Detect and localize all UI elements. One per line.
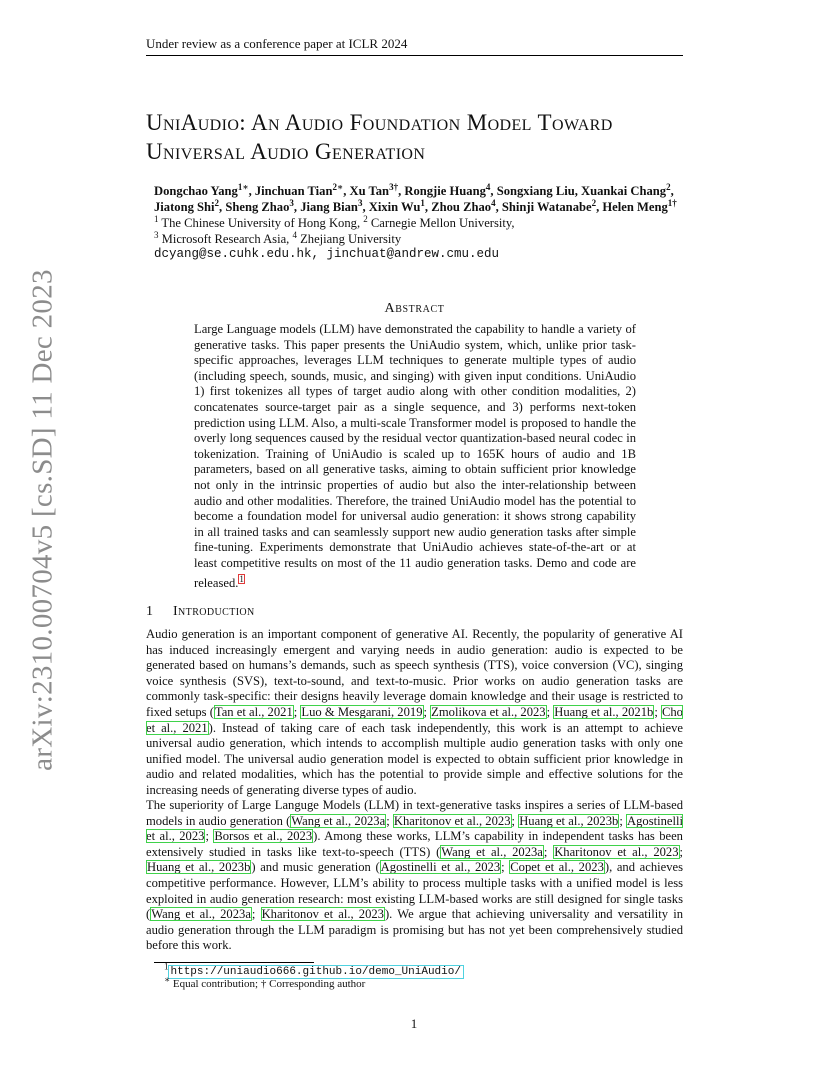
paragraph: The superiority of Large Languge Models (LLM) in text-generative tasks inspires a series of LLM-based models in audio generation (Wang et al., 2023a; Kharitonov et al., 2023; Huang et al., 2023b; Agostinelli et al., 2023; Borsos et al., 2023). Among these works, LLM’s capability in independent tasks has been extensively studied in tasks like text-to-speech (TTS) (Wang et al., 2023a; Kharitonov et al., 2023; Huang et al., 2023b) and music generation (Agostinelli et al., 2023; Copet et al., 2023), and achieves competitive performance. However, LLM’s ability to process multiple tasks with a unified model is less exploited in audio generation research: most existing LLM-based works are still designed for single tasks (Wang et al., 2023a; Kharitonov et al., 2023). We argue that achieving universality and versatility in audio generation through the LLM paradigm is promising but has not yet been comprehensively studied before this work. xyxy=(146,798,684,953)
author: Xixin Wu$^1$, xyxy=(368,197,432,214)
footnote-link[interactable]: 1 xyxy=(239,573,244,584)
affiliation-line-1: $^1$ The Chinese University of Hong Kong, $^2$ Carnegie Mellon University, xyxy=(154,213,515,230)
author: Xu Tan$^{3\dagger}$, xyxy=(349,181,405,198)
demo-url-link[interactable]: https://uniaudio666.github.io/demo_UniAudio/ xyxy=(170,966,461,978)
citation-link[interactable]: Huang et al., 2021b xyxy=(554,704,654,719)
title-line-1: UniAudio: An Audio Foundation Model Toward xyxy=(146,110,613,135)
citation-link[interactable]: Copet et al., 2023 xyxy=(510,860,604,875)
running-header: Under review as a conference paper at ICLR 2024 xyxy=(146,36,408,51)
citation-link[interactable]: Borsos et al., 2023 xyxy=(214,829,313,844)
author-list xyxy=(154,183,714,215)
page-number: 1 xyxy=(410,1016,418,1031)
citation-link[interactable]: Kharitonov et al., 2023 xyxy=(554,844,679,859)
citation-link[interactable]: Kharitonov et al., 2023 xyxy=(393,813,511,828)
citation-link[interactable]: Agostinelli et al., 2023 xyxy=(146,813,684,844)
section-heading xyxy=(146,603,683,621)
author: Songxiang Liu, xyxy=(496,184,582,198)
citation-link[interactable]: Wang et al., 2023a xyxy=(291,813,386,828)
affiliation-line-2: $^3$ Microsoft Research Asia, $^4$ Zhejiang University xyxy=(154,229,402,246)
abstract-heading: Abstract xyxy=(384,301,445,316)
author: Rongjie Huang$^4$, xyxy=(404,181,497,198)
author: Shinji Watanabe$^2$, xyxy=(501,197,603,214)
author: Jiatong Shi$^2$, xyxy=(154,197,226,214)
header-rule xyxy=(146,55,683,56)
citation-link[interactable]: Agostinelli et al., 2023 xyxy=(380,860,501,875)
citation-link[interactable]: Luo & Mesgarani, 2019 xyxy=(301,704,423,719)
citation-link[interactable]: Zmolikova et al., 2023 xyxy=(431,704,546,719)
author: Jiang Bian$^3$, xyxy=(300,197,369,214)
arxiv-side-stamp xyxy=(20,269,66,771)
abstract-body: Large Language models (LLM) have demonstrated the capability to handle a variety of generative tasks. This paper presents the UniAudio system, which, unlike prior task-specific approaches, leverages LLM techniques to generate multiple types of audio (including speech, sounds, music, and singing) with given input conditions. UniAudio 1) first tokenizes all types of target audio along with other condition modalities, 2) concatenates source-target pair as a single sequence, and 3) performs next-token prediction using LLM. Also, a multi-scale Transformer model is proposed to handle the overly long sequences caused by the residual vector quantization-based neural codec in tokenization. Training of UniAudio is scaled up to 165K hours of audio and 1B parameters, based on all generative tasks, aiming to obtain sufficient prior knowledge not only in the intrinsic properties of audio but also the inter-relationship between audio and other modalities. Therefore, the trained UniAudio model has the potential to become a foundation model for universal audio generation: it shows strong capability in all trained tasks and can seamlessly support new audio generation tasks after simple fine-tuning. Experiments demonstrate that UniAudio achieves state-of-the-art or at least competitive results on most of the 11 audio generation tasks. Demo and code are released.$^1$ xyxy=(194,322,636,590)
section-title: Introduction xyxy=(173,604,255,619)
footnote-rule xyxy=(154,962,314,963)
citation-link[interactable]: Tan et al., 2021 xyxy=(214,704,293,719)
author: Jinchuan Tian$^{2∗}$, xyxy=(254,181,350,198)
citation-link[interactable]: Wang et al., 2023a xyxy=(441,844,543,859)
citation-link[interactable]: Wang et al., 2023a xyxy=(151,907,251,922)
paper-title xyxy=(146,108,706,166)
author: Dongchao Yang$^{1∗}$, xyxy=(154,181,255,198)
author: Sheng Zhao$^3$, xyxy=(225,197,301,214)
citation-link[interactable]: Huang et al., 2023b xyxy=(147,860,251,875)
author: Helen Meng$^{1\dagger}$ xyxy=(602,197,677,214)
footnote-1: $^1$ https://uniaudio666.github.io/demo_UniAudio/ xyxy=(164,961,461,978)
author-emails: dcyang@se.cuhk.edu.hk, jinchuat@andrew.cmu.edu xyxy=(154,247,500,261)
footnote-2: ∗ Equal contribution; † Corresponding author xyxy=(164,974,366,990)
citation-link[interactable]: Huang et al., 2023b xyxy=(519,813,619,828)
author: Zhou Zhao$^4$, xyxy=(431,197,502,214)
title-line-2: Universal Audio Generation xyxy=(146,139,426,164)
citation-link[interactable]: Kharitonov et al., 2023 xyxy=(261,907,384,922)
citation-link[interactable]: Cho et al., 2021 xyxy=(146,704,683,735)
author: Xuankai Chang$^2$, xyxy=(581,181,674,198)
section-number: 1 xyxy=(146,604,153,619)
arxiv-identifier: arXiv:2310.00704v5 [cs.SD] 11 Dec 2023 xyxy=(26,269,59,771)
paragraph: Audio generation is an important component of generative AI. Recently, the popularity of generative AI has induced increasingly emergent and varying needs in audio generation: audio is expected to be generated based on humans’s demands, such as speech synthesis (TTS), voice conversion (VC), singing voice synthesis (SVS), text-to-sound, and text-to-music. Prior works on audio generation tasks are commonly task-specific: their designs heavily leverage domain knowledge and their usage is restricted to fixed setups (Tan et al., 2021; Luo & Mesgarani, 2019; Zmolikova et al., 2023; Huang et al., 2021b; Cho et al., 2021). Instead of taking care of each task independently, this work is an attempt to achieve universal audio generation, which intends to accomplish multiple audio generation tasks with only one unified model. The universal audio generation model is expected to obtain sufficient prior knowledge in audio and related modalities, which has the potential to provide simple and effective solutions for the increasing needs of generating diverse types of audio. xyxy=(146,627,683,797)
